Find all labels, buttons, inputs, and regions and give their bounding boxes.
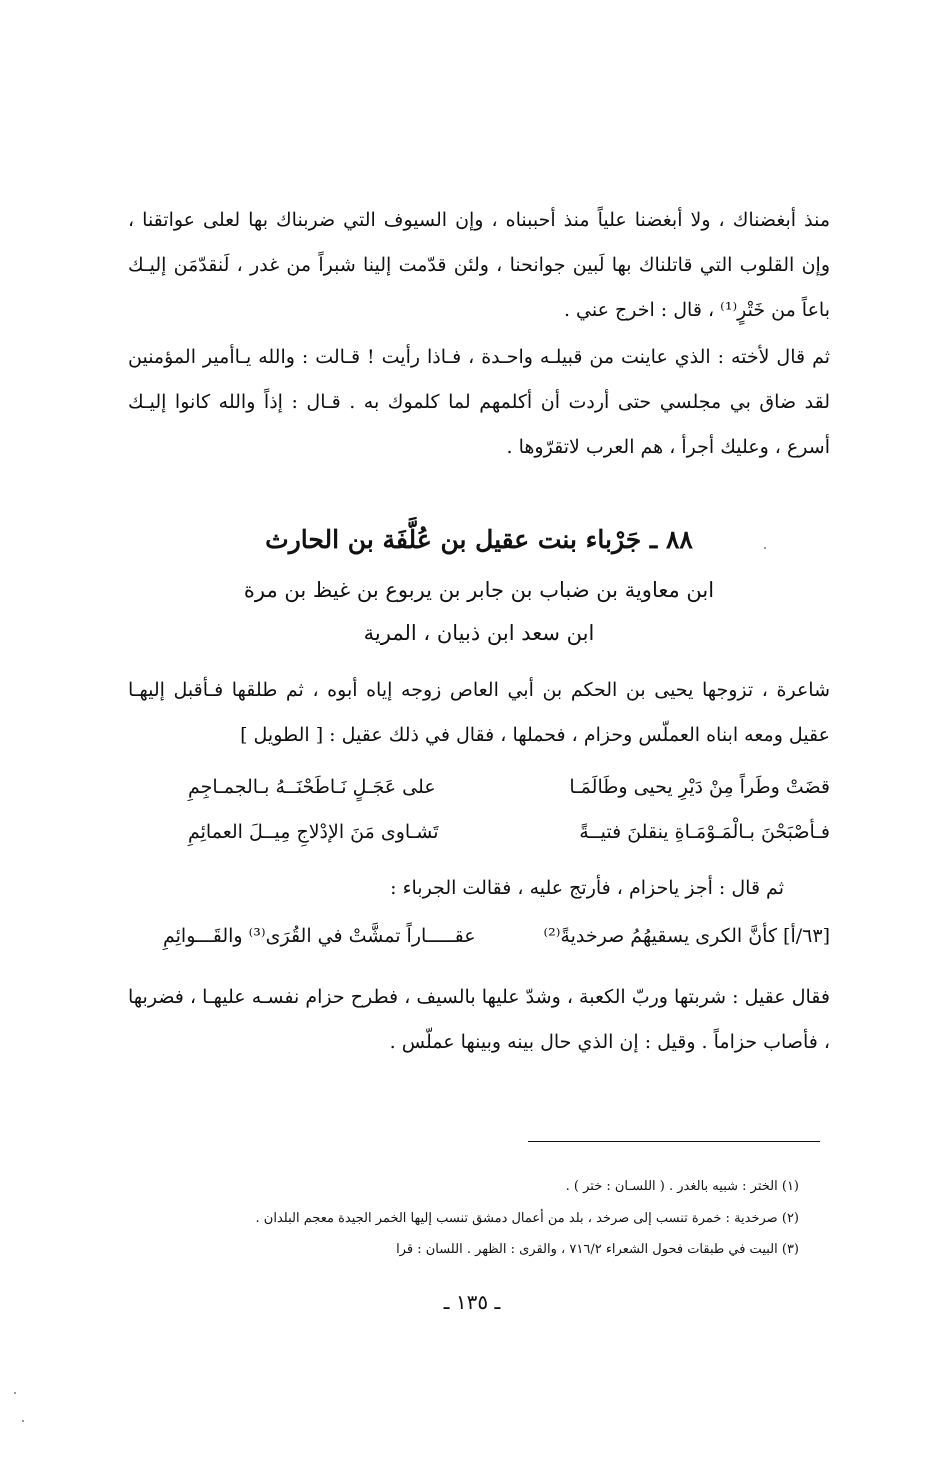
body-line: ثم قال : أجز ياحزام ، فأرتج عليه ، فقالت الجرباء : [390,877,784,899]
entry-title: ٨٨ ـ جَرْباء بنت عقيل بن عُلَّفَة بن الحارث [265,525,693,554]
entry-lineage-line-1: ابن معاوية بن ضباب بن جابر بن يربوع بن غيظ بن مرة [243,578,715,602]
scan-speck [764,547,766,549]
scan-speck [22,1420,24,1422]
footnote: (٢) صرخدية : خمرة تنسب إلى صرخد ، بلد من أعمال دمشق تنسب إليها الخمر الجيدة معجم البلدان . [255,1211,799,1226]
verse-second-hemistich: عقـــــاراً تمشَّتْ في القُرَى⁽³⁾ والقَـــوائِمِ [163,925,476,947]
entry-lineage-line-2: ابن سعد ابن ذبيان ، المرية [363,621,595,645]
verse-first-hemistich: قضَتْ وطَراً مِنْ دَيْرِ يحيى وطَالَمَـا [569,776,830,798]
verse-first-hemistich: فـأصْبَحْنَ بـالْمَـوْمَـاةِ ينقلنَ فتيــةً [579,821,830,843]
body-paragraph: فقال عقيل : شربتها وربّ الكعبة ، وشدّ عليها بالسيف ، فطرح حزام نفسـه عليهـا ، فضربها ، فأصاب حزاماً . وقيل : إن الذي حال بينه وبينها عملّس . [128,986,830,1053]
poem-verse [128,765,830,809]
body-paragraph: منذ أبغضناك ، ولا أبغضنا علياً منذ أحببناه ، وإن السيوف التي ضربناك بها لعلى عواتقنا ، وإن القلوب التي قاتلناك بها لَبين جوانحنا ، ولئن قدّمت إلينا شبراً من غدر ، لَنقدّمَن إليـك باعاً من خَتْرٍ⁽¹⁾ ، قال : اخرج عني . [128,209,830,321]
footnote-separator [528,1141,820,1142]
body-paragraph: شاعرة ، تزوجها يحيى بن الحكم بن أبي العاص زوجه إياه أبوه ، ثم طلقها فـأقبل إليهـا عقيل ومعه ابناه العملّس وحزام ، فحملها ، فقال في ذلك عقيل : [ الطويل ] [128,679,830,746]
poem-verse [128,914,830,958]
verse-second-hemistich: على عَجَـلٍ نَـاطَحْنَــهُ بـالجمـاجِمِ [188,776,436,798]
verse-second-hemistich: تَشـاوى مَنَ الإدْلاجِ مِيــلَ العمائِمِ [188,821,439,843]
verse-first-hemistich: [٦٣/أ] كأنَّ الكرى يسقيهُمُ صرخديةً⁽²⁾ [543,925,830,947]
poem-verse [128,810,830,854]
footnote: (١) الختر : شبيه بالغدر . ( اللسـان : ختر ) . [565,1179,799,1194]
page-number: ـ ١٣٥ ـ [443,1290,501,1314]
footnote: (٣) البيت في طبقات فحول الشعراء ٧١٦/٢ ، والقرى : الظهر . اللسان : قرا [396,1242,799,1257]
scan-speck [14,1392,16,1394]
body-paragraph: ثم قال لأخته : الذي عاينت من قبيلـه واحـدة ، فـاذا رأيت ! قـالت : والله يـاأمير المؤمنين لقد ضاق بي مجلسي حتى أردت أن أكلمهم لما كلموك به . قـال : إذاً والله كانوا إليـك أسرع ، وعليك أجرأ ، هم العرب لاتقرّوها . [128,346,830,458]
